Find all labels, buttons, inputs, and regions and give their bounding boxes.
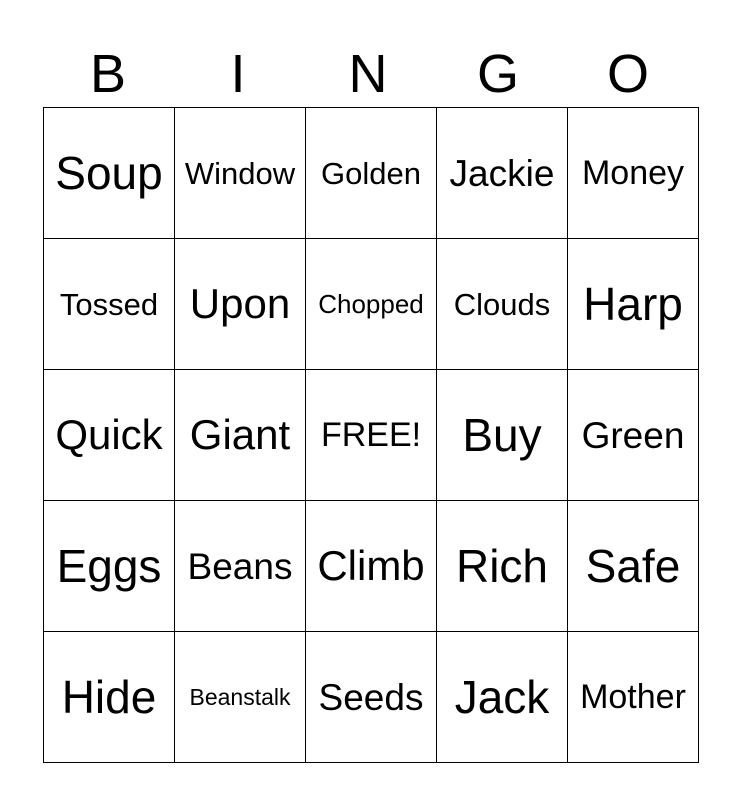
bingo-cell[interactable]: Beans — [175, 501, 306, 632]
bingo-row — [44, 501, 699, 632]
bingo-cell[interactable]: Seeds — [306, 632, 437, 763]
bingo-row — [44, 108, 699, 239]
bingo-cell[interactable]: Harp — [568, 239, 699, 370]
bingo-cell[interactable]: Chopped — [306, 239, 437, 370]
header-letter-i: I — [230, 44, 246, 104]
header-letter-b: B — [89, 44, 127, 104]
bingo-cell[interactable]: Upon — [175, 239, 306, 370]
bingo-row — [44, 370, 699, 501]
bingo-cell[interactable]: Buy — [437, 370, 568, 501]
bingo-cell free-space[interactable]: FREE! — [306, 370, 437, 501]
bingo-cell[interactable]: Green — [568, 370, 699, 501]
bingo-cell[interactable]: Eggs — [44, 501, 175, 632]
bingo-cell[interactable]: Money — [568, 108, 699, 239]
bingo-cell[interactable]: Mother — [568, 632, 699, 763]
bingo-cell[interactable]: Safe — [568, 501, 699, 632]
bingo-header — [43, 40, 693, 108]
bingo-cell[interactable]: Beanstalk — [175, 632, 306, 763]
bingo-cell[interactable]: Golden — [306, 108, 437, 239]
bingo-cell[interactable]: Tossed — [44, 239, 175, 370]
bingo-cell[interactable]: Jackie — [437, 108, 568, 239]
header-letter-g: G — [476, 44, 519, 104]
bingo-card — [43, 107, 699, 763]
bingo-cell[interactable]: Quick — [44, 370, 175, 501]
bingo-cell[interactable]: Clouds — [437, 239, 568, 370]
bingo-cell[interactable]: Giant — [175, 370, 306, 501]
header-letter-n: N — [348, 44, 388, 104]
bingo-cell[interactable]: Rich — [437, 501, 568, 632]
bingo-row — [44, 632, 699, 763]
bingo-cell[interactable]: Window — [175, 108, 306, 239]
bingo-cell[interactable]: Jack — [437, 632, 568, 763]
bingo-cell[interactable]: Climb — [306, 501, 437, 632]
bingo-cell[interactable]: Hide — [44, 632, 175, 763]
bingo-row — [44, 239, 699, 370]
bingo-cell[interactable]: Soup — [44, 108, 175, 239]
header-letter-o: O — [606, 44, 649, 104]
